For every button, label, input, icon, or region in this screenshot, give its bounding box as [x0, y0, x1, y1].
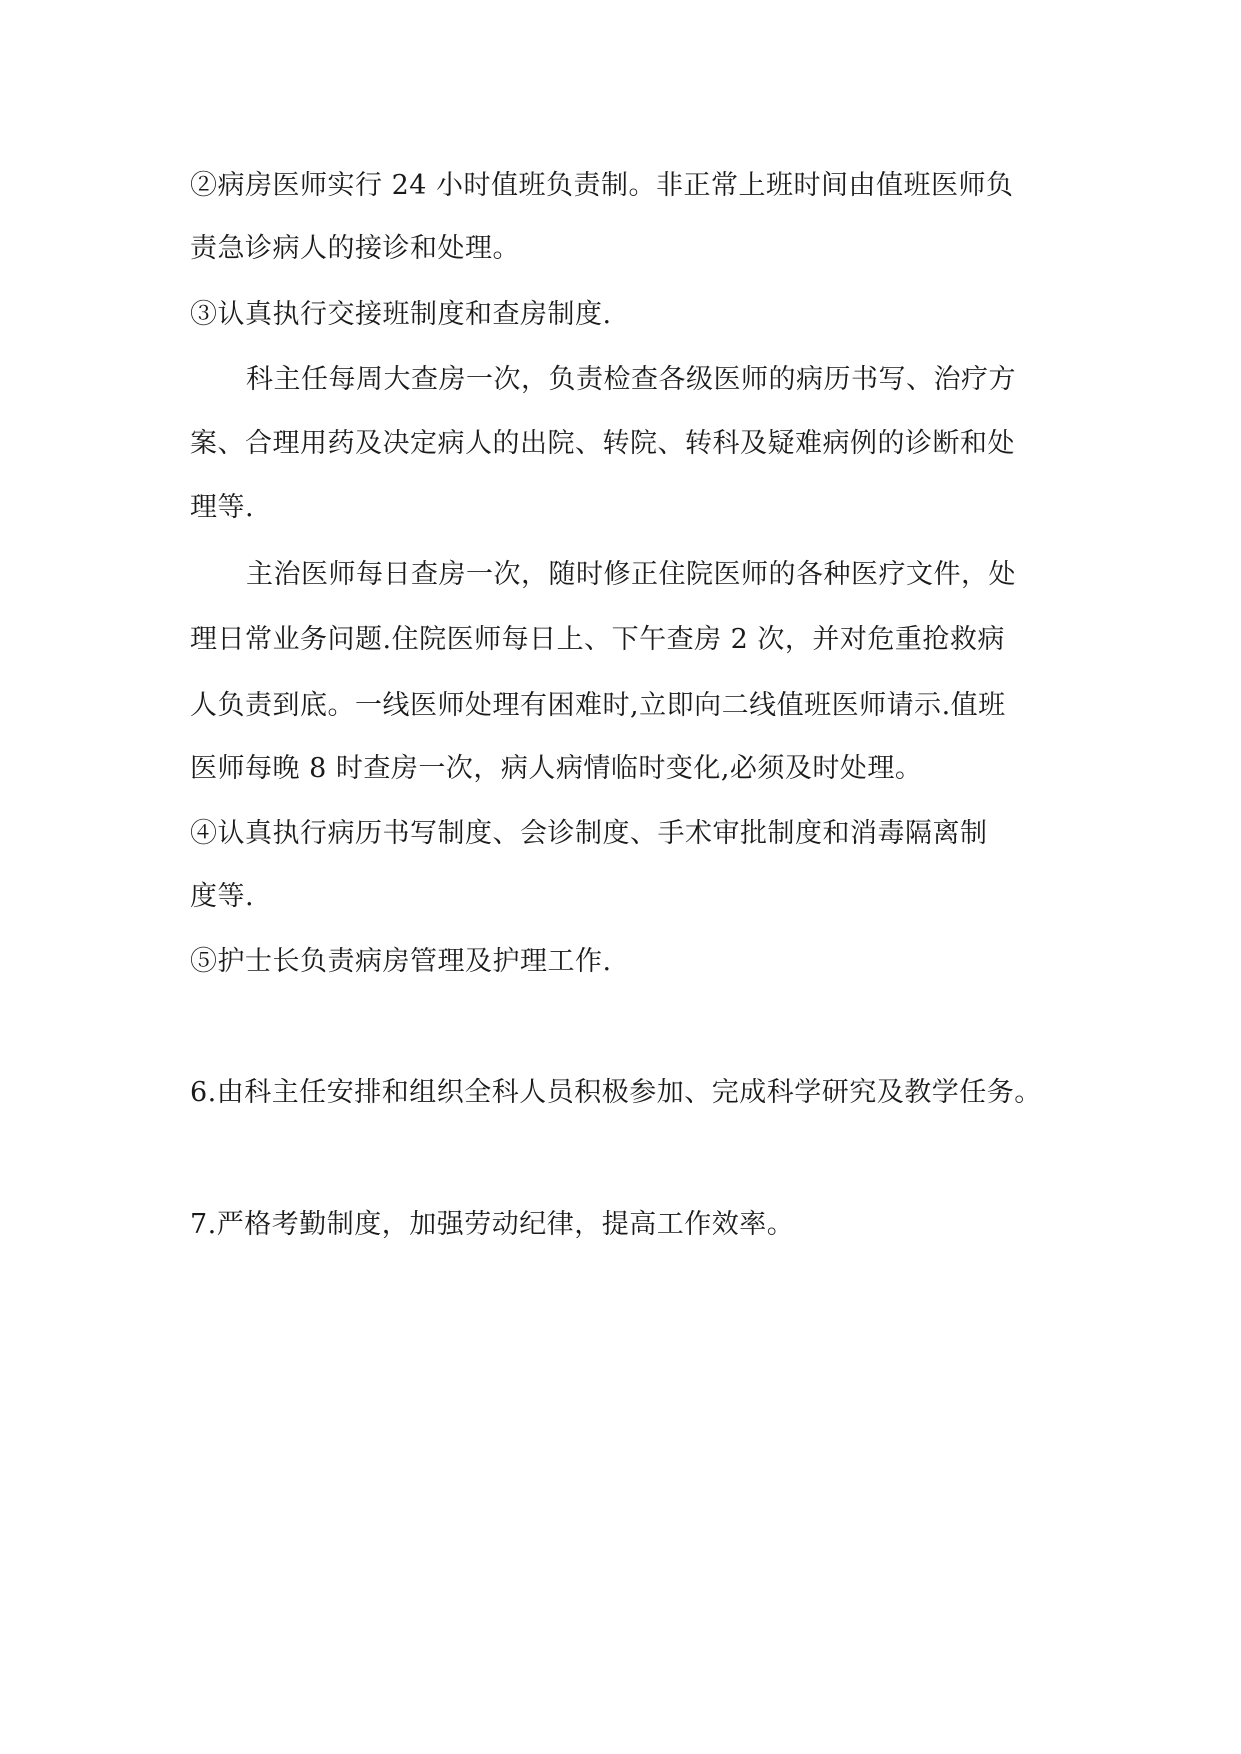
- text-line: ④认真执行病历书写制度、会诊制度、手术审批制度和消毒隔离制: [190, 818, 988, 849]
- text-line: 责急诊病人的接诊和处理。: [190, 233, 520, 264]
- text-line: 6.由科主任安排和组织全科人员积极参加、完成科学研究及教学任务。: [190, 1077, 1042, 1108]
- text-line: ⑤护士长负责病房管理及护理工作.: [190, 946, 612, 977]
- text-line: 理日常业务问题.住院医师每日上、下午查房 2 次，并对危重抢救病: [190, 624, 1005, 655]
- text-line: 7.严格考勤制度，加强劳动纪律，提高工作效率。: [190, 1209, 795, 1240]
- text-line: 科主任每周大查房一次，负责检查各级医师的病历书写、治疗方: [246, 364, 1016, 395]
- text-line: 主治医师每日查房一次，随时修正住院医师的各种医疗文件，处: [246, 559, 1016, 590]
- text-line: ③认真执行交接班制度和查房制度.: [190, 299, 612, 330]
- text-line: 人负责到底。一线医师处理有困难时,立即向二线值班医师请示.值班: [190, 690, 1006, 721]
- text-line: 医师每晚 8 时查房一次，病人病情临时变化,必须及时处理。: [190, 753, 923, 784]
- text-line: 度等.: [190, 881, 255, 912]
- text-line: ②病房医师实行 24 小时值班负责制。非正常上班时间由值班医师负: [190, 170, 1014, 201]
- text-line: 理等.: [190, 492, 255, 523]
- text-line: 案、合理用药及决定病人的出院、转院、转科及疑难病例的诊断和处: [190, 428, 1015, 459]
